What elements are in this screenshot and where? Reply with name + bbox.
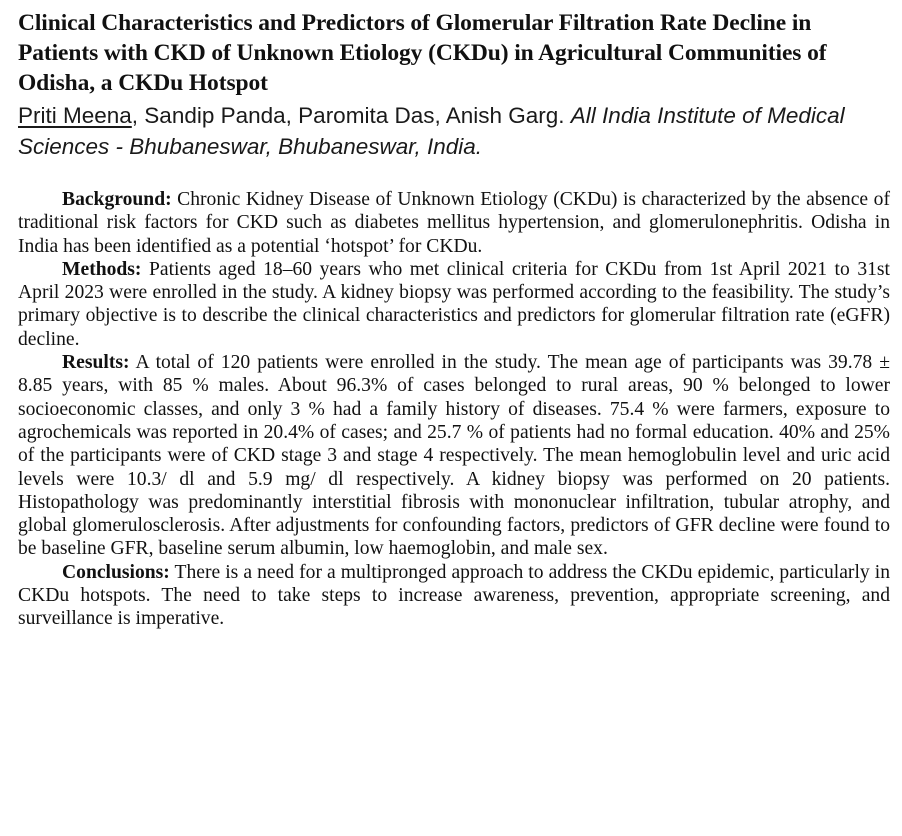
methods-text: Patients aged 18–60 years who met clinical criteria for CKDu from 1st April 2021 to 31st April 2023 were enrolled in the study. A kidney biopsy was performed according to the feasibility. The study’s primary objective is to describe the clinical characteristics and predictors for glomerular filtration rate (eGFR) decline. xyxy=(18,258,890,350)
presenting-author: Priti Meena xyxy=(18,103,132,128)
background-paragraph xyxy=(18,188,890,258)
abstract-title: Clinical Characteristics and Predictors of Glomerular Filtration Rate Decline in Patients with CKD of Unknown Etiology (CKDu) in Agricultural Communities of Odisha, a CKDu Hotspot xyxy=(18,10,827,96)
conclusions-text: There is a need for a multipronged approach to address the CKDu epidemic, particularly in CKDu hotspots. The need to take steps to increase awareness, prevention, appropriate screening, and surveillance is imperative. xyxy=(18,561,890,630)
abstract-body xyxy=(18,188,890,631)
background-text: Chronic Kidney Disease of Unknown Etiology (CKDu) is characterized by the absence of traditional risk factors for CKD such as diabetes mellitus hypertension, and glomerulonephritis. Odisha in India has been identified as a potential ‘hotspot’ for CKDu. xyxy=(18,189,890,257)
institution: All India Institute of Medical Sciences - Bhubaneswar, Bhubaneswar, India. xyxy=(18,103,845,159)
background-label: Background: xyxy=(62,189,172,210)
methods-paragraph xyxy=(18,258,890,351)
co-authors: , Sandip Panda, Paromita Das, Anish Garg. xyxy=(131,103,571,128)
results-text: A total of 120 patients were enrolled in the study. The mean age of participants was 39.78 ± 8.85 years, with 85 % males. About 96.3% of cases belonged to rural areas, 90 % belonged to lower socioeconomic classes, and only 3 % had a family history of diseases. 75.4 % were farmers, exposure to agrochemicals was reported in 20.4% of cases; and 25.7 % of patients had no formal education. 40% and 25% of the participants were of CKD stage 3 and stage 4 respectively. The mean hemoglobulin level and uric acid levels were 10.3/ dl and 5.9 mg/ dl respectively. A kidney biopsy was performed on 20 patients. Histopathology was predominantly interstitial fibrosis with mononuclear infiltration, tubular atrophy, and global glomerulosclerosis. After adjustments for confounding factors, predictors of GFR decline were found to be baseline GFR, baseline serum albumin, low haemoglobin, and male sex. xyxy=(18,352,890,560)
conclusions-paragraph xyxy=(18,561,890,631)
conclusions-label: Conclusions: xyxy=(62,561,170,583)
abstract-page xyxy=(18,8,890,631)
results-label: Results: xyxy=(62,352,130,374)
author-line xyxy=(18,100,890,162)
results-paragraph xyxy=(18,351,890,561)
methods-label: Methods: xyxy=(62,258,142,280)
